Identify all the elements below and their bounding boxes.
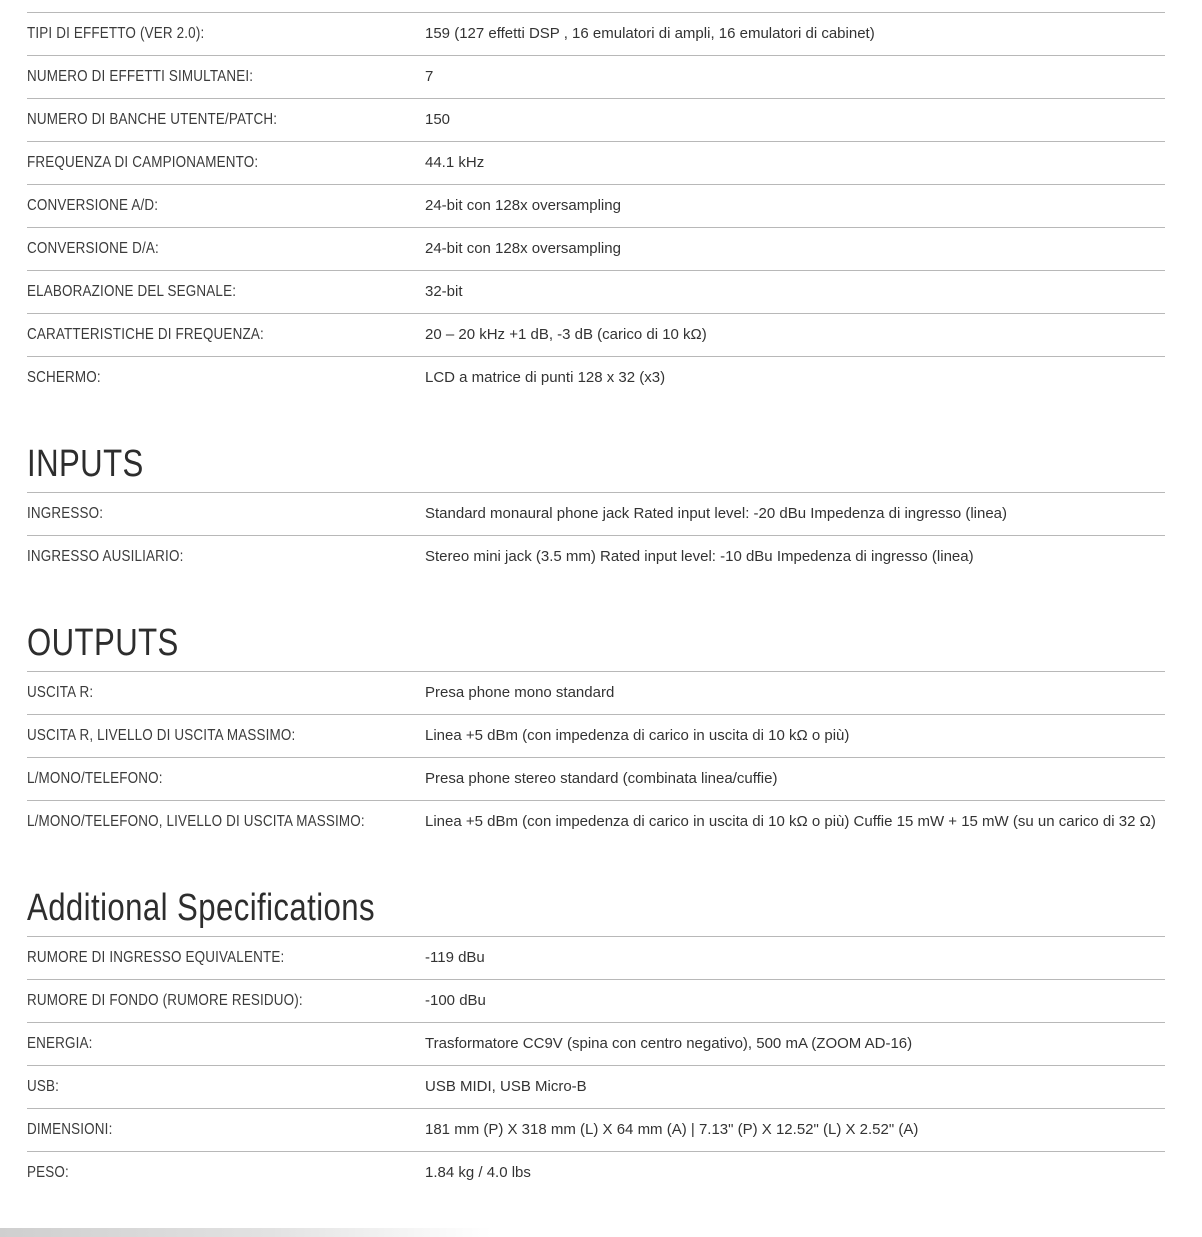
spec-value: LCD a matrice di punti 128 x 32 (x3) [425, 369, 666, 386]
spec-row [27, 141, 1165, 184]
section-heading-inputs: INPUTS [27, 443, 144, 485]
spec-label: ENERGIA: [27, 1035, 93, 1052]
spec-label: RUMORE DI FONDO (RUMORE RESIDUO): [27, 992, 303, 1009]
spec-value: Stereo mini jack (3.5 mm) Rated input level: -10 dBu Impedenza di ingresso (linea) [425, 548, 974, 565]
spec-label: USB: [27, 1078, 60, 1095]
spec-value: Presa phone mono standard [425, 684, 615, 701]
bottom-section-shade [0, 1228, 492, 1237]
spec-value: 32-bit [425, 283, 463, 300]
spec-label: NUMERO DI BANCHE UTENTE/PATCH: [27, 111, 278, 128]
spec-label: RUMORE DI INGRESSO EQUIVALENTE: [27, 949, 285, 966]
spec-row [27, 757, 1165, 800]
spec-row [27, 98, 1165, 141]
spec-row [27, 535, 1165, 578]
spec-label: SCHERMO: [27, 369, 101, 386]
spec-label: USCITA R: [27, 684, 94, 701]
spec-row [27, 12, 1165, 55]
spec-label: TIPI DI EFFETTO (VER 2.0): [27, 25, 205, 42]
spec-label: L/MONO/TELEFONO: [27, 770, 163, 787]
spec-value: 150 [425, 111, 451, 128]
spec-table [27, 12, 1165, 399]
spec-section [27, 445, 1175, 578]
spec-label: INGRESSO: [27, 505, 104, 522]
spec-table [27, 671, 1165, 843]
spec-label: ELABORAZIONE DEL SEGNALE: [27, 283, 237, 300]
spec-row [27, 979, 1165, 1022]
spec-value: 44.1 kHz [425, 154, 485, 171]
spec-label: CONVERSIONE A/D: [27, 197, 159, 214]
spec-value: Standard monaural phone jack Rated input level: -20 dBu Impedenza di ingresso (linea) [425, 505, 1008, 522]
spec-label: NUMERO DI EFFETTI SIMULTANEI: [27, 68, 254, 85]
spec-value: 24-bit con 128x oversampling [425, 240, 621, 257]
spec-value: -100 dBu [425, 992, 486, 1009]
spec-label: USCITA R, LIVELLO DI USCITA MASSIMO: [27, 727, 296, 744]
spec-row [27, 270, 1165, 313]
spec-section [27, 889, 1175, 1194]
spec-row [27, 55, 1165, 98]
spec-section [27, 12, 1175, 399]
spec-value: Presa phone stereo standard (combinata linea/cuffie) [425, 770, 778, 787]
spec-value: 159 (127 effetti DSP , 16 emulatori di ampli, 16 emulatori di cabinet) [425, 25, 875, 42]
spec-row [27, 1065, 1165, 1108]
spec-row [27, 184, 1165, 227]
spec-value: Linea +5 dBm (con impedenza di carico in uscita di 10 kΩ o più) [425, 727, 850, 744]
spec-value: Linea +5 dBm (con impedenza di carico in uscita di 10 kΩ o più) Cuffie 15 mW + 15 mW (su un carico di 32 Ω) [425, 813, 1156, 830]
section-heading-additional-specifications: Additional Specifications [27, 887, 376, 929]
spec-value: -119 dBu [425, 949, 485, 966]
spec-value: 7 [425, 68, 434, 85]
spec-value: Trasformatore CC9V (spina con centro negativo), 500 mA (ZOOM AD-16) [425, 1035, 913, 1052]
spec-label: DIMENSIONI: [27, 1121, 113, 1138]
spec-label: FREQUENZA DI CAMPIONAMENTO: [27, 154, 259, 171]
spec-label: CONVERSIONE D/A: [27, 240, 159, 257]
spec-row [27, 492, 1165, 535]
spec-table [27, 936, 1165, 1194]
spec-row [27, 356, 1165, 399]
spec-section [27, 624, 1175, 843]
spec-value: 1.84 kg / 4.0 lbs [425, 1164, 531, 1181]
spec-label: INGRESSO AUSILIARIO: [27, 548, 184, 565]
spec-value: 24-bit con 128x oversampling [425, 197, 621, 214]
spec-value: 181 mm (P) X 318 mm (L) X 64 mm (A) | 7.13" (P) X 12.52" (L) X 2.52" (A) [425, 1121, 919, 1138]
spec-value: USB MIDI, USB Micro-B [425, 1078, 587, 1095]
spec-row [27, 1108, 1165, 1151]
spec-value: 20 – 20 kHz +1 dB, -3 dB (carico di 10 kΩ) [425, 326, 707, 343]
spec-row [27, 227, 1165, 270]
spec-sections [27, 12, 1175, 1194]
spec-row [27, 313, 1165, 356]
spec-row [27, 936, 1165, 979]
spec-label: PESO: [27, 1164, 69, 1181]
spec-label: L/MONO/TELEFONO, LIVELLO DI USCITA MASSIMO: [27, 813, 365, 830]
spec-row [27, 1151, 1165, 1194]
spec-row [27, 800, 1165, 843]
section-heading-outputs: OUTPUTS [27, 622, 179, 664]
spec-row [27, 714, 1165, 757]
spec-label: CARATTERISTICHE DI FREQUENZA: [27, 326, 264, 343]
spec-row [27, 671, 1165, 714]
spec-row [27, 1022, 1165, 1065]
spec-table [27, 492, 1165, 578]
